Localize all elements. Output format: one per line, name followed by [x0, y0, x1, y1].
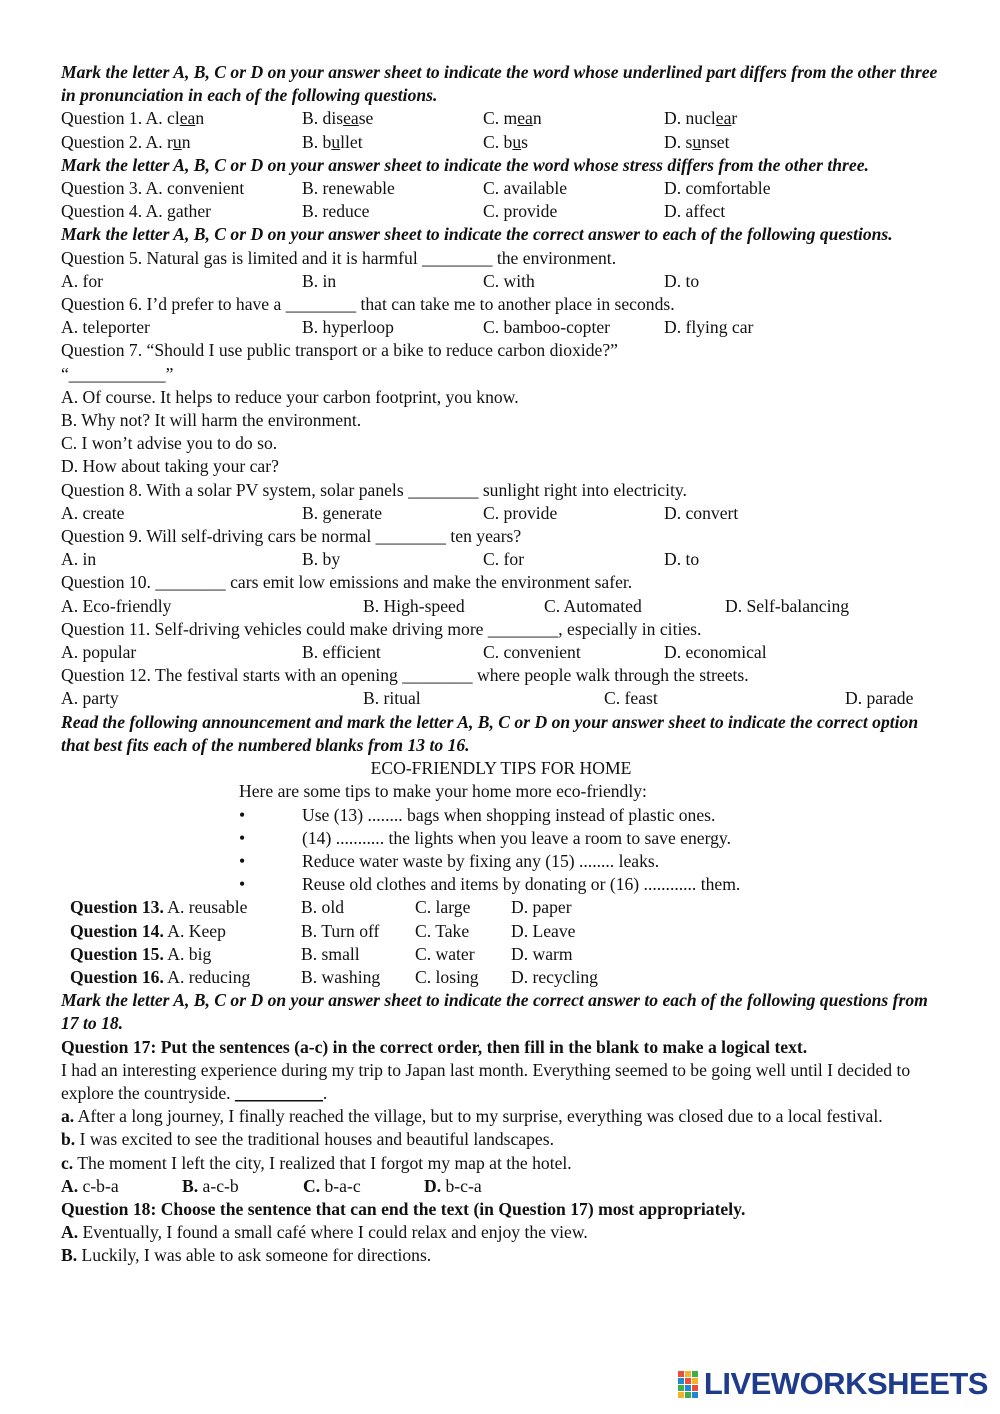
q2-option-d: D. sunset [664, 131, 730, 152]
q13-option-b: B. old [301, 897, 345, 918]
q17-title: Question 17: Put the sentences (a-c) in the correct order, then fill in the blank to make a logical text. [61, 1036, 808, 1057]
q11-option-c: C. convenient [483, 642, 581, 663]
q3-option-c: C. available [483, 178, 568, 199]
q5-option-d: D. to [664, 270, 700, 291]
announcement-title: ECO-FRIENDLY TIPS FOR HOME [370, 758, 632, 779]
q14-option-b: B. Turn off [301, 920, 380, 941]
q1-option-b: B. disease [302, 108, 374, 129]
q16-option-b: B. washing [301, 966, 381, 987]
q10-option-a: A. Eco-friendly [61, 595, 172, 616]
q6-options [61, 316, 941, 339]
q18-option-a: A. Eventually, I found a small café where I could relax and enjoy the view. [61, 1222, 588, 1243]
q4-option-a: Question 4. A. gather [61, 201, 212, 222]
bullet-icon: • [239, 850, 246, 871]
announcement-body [61, 780, 941, 896]
q13-option-c: C. large [415, 897, 471, 918]
logo-text: LIVEWORKSHEETS [703, 1366, 988, 1401]
q9-options [61, 548, 941, 571]
q18-option-b: B. Luckily, I was able to ask someone for directions. [61, 1245, 432, 1266]
q9-option-d: D. to [664, 549, 700, 570]
q8-option-b: B. generate [302, 502, 383, 523]
q10-option-d: D. Self-balancing [725, 595, 850, 616]
q8-option-d: D. convert [664, 502, 739, 523]
question-14 [61, 920, 941, 943]
q11-option-a: A. popular [61, 642, 137, 663]
q11-option-d: D. economical [664, 642, 767, 663]
q7-option-b: B. Why not? It will harm the environment. [61, 410, 362, 431]
q2-option-a: Question 2. A. run [61, 131, 191, 152]
q3-option-b: B. renewable [302, 178, 395, 199]
q10-stem: Question 10. ________ cars emit low emissions and make the environment safer. [61, 572, 633, 593]
q13-option-d: D. paper [511, 897, 572, 918]
q12-option-c: C. feast [604, 688, 658, 709]
q7-option-d: D. How about taking your car? [61, 456, 279, 477]
q11-stem: Question 11. Self-driving vehicles could make driving more ________, especially in cities. [61, 618, 702, 639]
q5-option-c: C. with [483, 270, 535, 291]
q3-option-a: Question 3. A. convenient [61, 178, 245, 199]
q5-stem: Question 5. Natural gas is limited and it is harmful ________ the environment. [61, 247, 617, 268]
tip-15: • Reduce water waste by fixing any (15) ........ leaks. [239, 850, 941, 873]
q8-options [61, 502, 941, 525]
q8-option-a: A. create [61, 502, 125, 523]
q1-option-c: C. mean [483, 108, 542, 129]
q17-option-a: A. c-b-a [61, 1175, 119, 1196]
q12-option-b: B. ritual [363, 688, 421, 709]
q12-option-d: D. parade [845, 688, 914, 709]
q17-option-d: D. b-c-a [424, 1175, 482, 1196]
q7-option-a: A. Of course. It helps to reduce your carbon footprint, you know. [61, 386, 519, 407]
q1-option-d: D. nuclear [664, 108, 738, 129]
q15-option-b: B. small [301, 943, 360, 964]
q16-option-c: C. losing [415, 966, 479, 987]
q7-stem: Question 7. “Should I use public transport or a bike to reduce carbon dioxide?” [61, 340, 618, 361]
q6-stem: Question 6. I’d prefer to have a ________ that can take me to another place in seconds. [61, 294, 675, 315]
q15-option-d: D. warm [511, 943, 573, 964]
q13-option-a: Question 13. A. reusable [70, 897, 248, 918]
q10-options [61, 595, 941, 618]
q10-option-c: C. Automated [544, 595, 642, 616]
q1-option-a: Question 1. A. clean [61, 108, 205, 129]
instruction-announcement: Read the following announcement and mark the letter A, B, C or D on your answer sheet to indicate the correct option that best fits each of the numbered blanks from 13 to 16. [61, 711, 919, 755]
q2-option-c: C. bus [483, 131, 528, 152]
q8-stem: Question 8. With a solar PV system, solar panels ________ sunlight right into electricity. [61, 479, 687, 500]
instruction-stress: Mark the letter A, B, C or D on your answer sheet to indicate the word whose stress differs from the other three. [61, 154, 869, 175]
question-15 [61, 943, 941, 966]
q4-option-b: B. reduce [302, 201, 370, 222]
q14-option-d: D. Leave [511, 920, 576, 941]
q5-options [61, 270, 941, 293]
q17-sentence-c: c. The moment I left the city, I realized that I forgot my map at the hotel. [61, 1152, 572, 1173]
q8-option-c: C. provide [483, 502, 558, 523]
q4-option-c: C. provide [483, 201, 558, 222]
q14-option-a: Question 14. A. Keep [70, 920, 226, 941]
instruction-q17-18: Mark the letter A, B, C or D on your answer sheet to indicate the correct answer to each of the following questions from 17 to 18. [61, 990, 928, 1034]
tip-14: • (14) ........... the lights when you leave a room to save energy. [239, 827, 941, 850]
q15-option-a: Question 15. A. big [70, 943, 212, 964]
q12-stem: Question 12. The festival starts with an opening ________ where people walk through the streets. [61, 665, 749, 686]
q17-options [61, 1175, 941, 1198]
q6-option-c: C. bamboo-copter [483, 317, 611, 338]
liveworksheets-logo [678, 1366, 988, 1402]
q9-option-c: C. for [483, 549, 525, 570]
question-13 [61, 896, 941, 919]
q17-sentence-a: a. After a long journey, I finally reached the village, but to my surprise, everything was closed due to a local festival. [61, 1106, 883, 1127]
q7-blank: “___________” [61, 363, 174, 384]
q16-option-a: Question 16. A. reducing [70, 966, 251, 987]
q14-option-c: C. Take [415, 920, 470, 941]
instruction-correct-answer: Mark the letter A, B, C or D on your answer sheet to indicate the correct answer to each of the following questions. [61, 224, 893, 245]
instruction-pronunciation: Mark the letter A, B, C or D on your answer sheet to indicate the word whose underlined part differs from the other three in pronunciation in each of the following questions. [61, 62, 938, 106]
q17-sentence-b: b. I was excited to see the traditional houses and beautiful landscapes. [61, 1129, 554, 1150]
q17-blank: __________ [234, 1082, 323, 1103]
q12-option-a: A. party [61, 688, 119, 709]
q5-option-a: A. for [61, 270, 104, 291]
q2-option-b: B. bullet [302, 131, 363, 152]
bullet-icon: • [239, 874, 246, 895]
q9-option-a: A. in [61, 549, 97, 570]
question-4 [61, 200, 941, 223]
bullet-icon: • [239, 804, 246, 825]
q5-option-b: B. in [302, 270, 337, 291]
question-16 [61, 966, 941, 989]
q7-option-c: C. I won’t advise you to do so. [61, 433, 278, 454]
q11-option-b: B. efficient [302, 642, 381, 663]
q17-option-c: C. b-a-c [303, 1175, 361, 1196]
q10-option-b: B. High-speed [363, 595, 465, 616]
q11-options [61, 641, 941, 664]
q6-option-b: B. hyperloop [302, 317, 394, 338]
announcement-intro: Here are some tips to make your home more eco-friendly: [239, 781, 647, 802]
question-2 [61, 131, 941, 154]
worksheet [61, 61, 941, 1268]
q6-option-a: A. teleporter [61, 317, 150, 338]
q4-option-d: D. affect [664, 201, 726, 222]
q3-option-d: D. comfortable [664, 178, 771, 199]
q9-stem: Question 9. Will self-driving cars be normal ________ ten years? [61, 526, 522, 547]
q15-option-c: C. water [415, 943, 475, 964]
question-3 [61, 177, 941, 200]
q17-text: I had an interesting experience during my trip to Japan last month. Everything seemed to be going well until I decided to explore the countryside. __________. [61, 1059, 911, 1103]
q12-options [61, 687, 941, 710]
q16-option-d: D. recycling [511, 966, 598, 987]
tip-13: • Use (13) ........ bags when shopping instead of plastic ones. [239, 804, 941, 827]
q9-option-b: B. by [302, 549, 341, 570]
q17-option-b: B. a-c-b [182, 1175, 239, 1196]
logo-icon [678, 1371, 698, 1398]
question-1 [61, 107, 941, 130]
q6-option-d: D. flying car [664, 317, 754, 338]
q18-title: Question 18: Choose the sentence that can end the text (in Question 17) most appropriately. [61, 1198, 746, 1219]
bullet-icon: • [239, 827, 246, 848]
tip-16: • Reuse old clothes and items by donating or (16) ............ them. [239, 873, 941, 896]
